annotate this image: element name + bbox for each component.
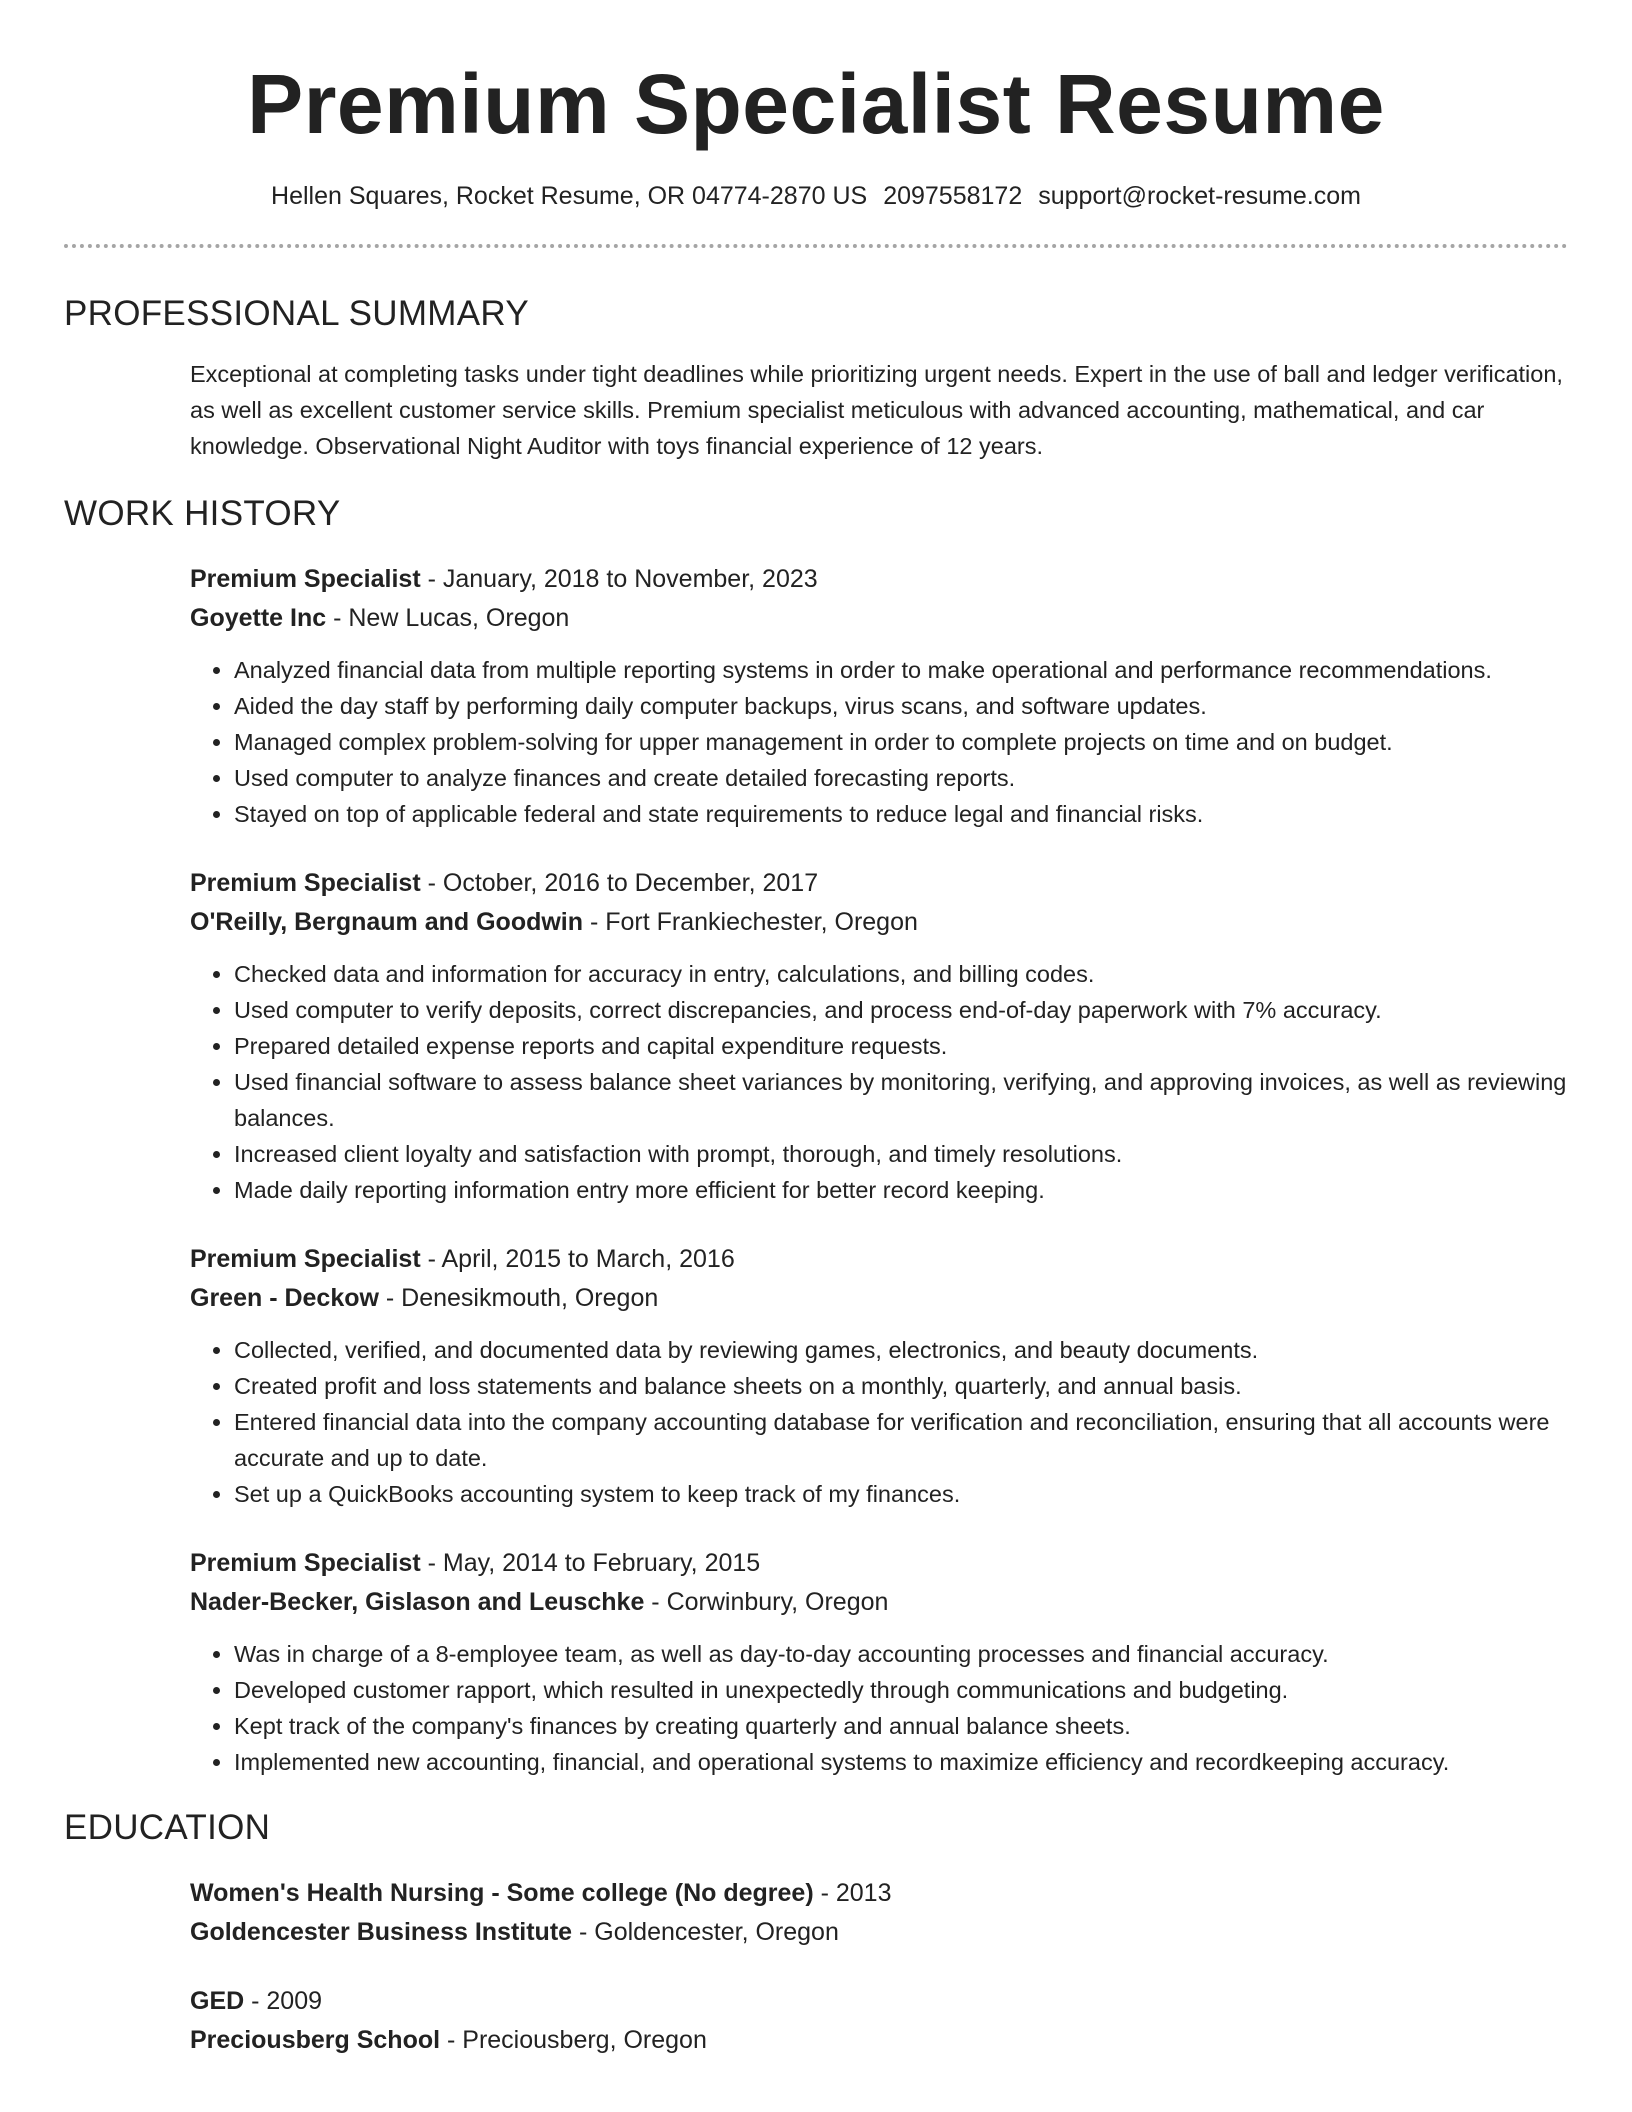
- job-bullet: • Used computer to verify deposits, correct discrepancies, and process end-of-day paperwork with 7% accuracy.: [234, 992, 1568, 1028]
- summary-text: Exceptional at completing tasks under tight deadlines while prioritizing urgent needs. Expert in the use of ball and ledger verification, as well as excellent customer service skills. Premium specialist meticulous with advanced accounting, mathematical, and car knowledge. Observational Night Auditor with toys financial experience of 12 years.: [190, 361, 1563, 459]
- job-location: - Fort Frankiechester, Oregon: [583, 908, 918, 936]
- contact-address: Hellen Squares, Rocket Resume, OR 04774-2870 US: [271, 182, 868, 210]
- job-bullets: [190, 1332, 1568, 1512]
- job-bullet: • Created profit and loss statements and balance sheets on a monthly, quarterly, and annual basis.: [234, 1368, 1568, 1404]
- job-title-line: [190, 1240, 1568, 1279]
- job-bullet: • Set up a QuickBooks accounting system to keep track of my finances.: [234, 1476, 1568, 1512]
- job-bullet: • Collected, verified, and documented data by reviewing games, electronics, and beauty documents.: [234, 1332, 1568, 1368]
- work-history-section: [64, 492, 1568, 1780]
- education-location: - Preciousberg, Oregon: [440, 2026, 707, 2054]
- job-company-line: [190, 1279, 1568, 1318]
- education-location: - Goldencester, Oregon: [572, 1918, 839, 1946]
- job-bullets: [190, 652, 1568, 832]
- job-entry: [190, 864, 1568, 1208]
- education-entry: [190, 1982, 1568, 2060]
- job-bullets: [190, 1636, 1568, 1780]
- job-location: - New Lucas, Oregon: [326, 604, 570, 632]
- education-year: - 2013: [813, 1879, 892, 1907]
- job-title-line: [190, 1544, 1568, 1583]
- job-bullet: • Implemented new accounting, financial, and operational systems to maximize efficiency and recordkeeping accuracy.: [234, 1744, 1568, 1780]
- job-bullet: • Stayed on top of applicable federal and state requirements to reduce legal and financial risks.: [234, 796, 1568, 832]
- job-bullet: • Developed customer rapport, which resulted in unexpectedly through communications and budgeting.: [234, 1672, 1568, 1708]
- work-entries: [190, 560, 1568, 1780]
- section-title-work-history: WORK HISTORY: [64, 494, 341, 533]
- job-dates: - April, 2015 to March, 2016: [420, 1245, 735, 1273]
- job-title-line: [190, 864, 1568, 903]
- education-degree: GED: [190, 1987, 245, 2015]
- resume-title: Premium Specialist Resume: [247, 57, 1385, 151]
- education-entry: [190, 1874, 1568, 1952]
- job-title-line: [190, 560, 1568, 599]
- job-bullets: [190, 956, 1568, 1208]
- education-school-line: [190, 2021, 1568, 2060]
- job-entry: [190, 1240, 1568, 1512]
- contact-email: support@rocket-resume.com: [1038, 182, 1361, 210]
- job-dates: - May, 2014 to February, 2015: [420, 1549, 761, 1577]
- job-title: Premium Specialist: [190, 869, 421, 897]
- job-bullet: • Checked data and information for accuracy in entry, calculations, and billing codes.: [234, 956, 1568, 992]
- education-entries: [190, 1874, 1568, 2060]
- job-entry: [190, 560, 1568, 832]
- education-degree-line: [190, 1874, 1568, 1913]
- job-bullet: • Was in charge of a 8-employee team, as well as day-to-day accounting processes and financial accuracy.: [234, 1636, 1568, 1672]
- job-bullet: • Used computer to analyze finances and create detailed forecasting reports.: [234, 760, 1568, 796]
- education-school: Preciousberg School: [190, 2026, 441, 2054]
- education-degree: Women's Health Nursing - Some college (No degree): [190, 1879, 814, 1907]
- job-bullet: • Managed complex problem-solving for upper management in order to complete projects on time and on budget.: [234, 724, 1568, 760]
- job-company-line: [190, 599, 1568, 638]
- job-bullet: • Increased client loyalty and satisfaction with prompt, thorough, and timely resolutions.: [234, 1136, 1568, 1172]
- job-entry: [190, 1544, 1568, 1780]
- education-school-line: [190, 1913, 1568, 1952]
- job-company: Nader-Becker, Gislason and Leuschke: [190, 1588, 645, 1616]
- job-bullet: • Kept track of the company's finances by creating quarterly and annual balance sheets.: [234, 1708, 1568, 1744]
- job-bullet: • Made daily reporting information entry more efficient for better record keeping.: [234, 1172, 1568, 1208]
- job-company-line: [190, 903, 1568, 942]
- education-degree-line: [190, 1982, 1568, 2021]
- education-section: [64, 1806, 1568, 2060]
- contact-phone: 2097558172: [883, 182, 1023, 210]
- job-company: O'Reilly, Bergnaum and Goodwin: [190, 908, 584, 936]
- header-divider: [64, 244, 1568, 248]
- education-school: Goldencester Business Institute: [190, 1918, 573, 1946]
- job-dates: - October, 2016 to December, 2017: [420, 869, 819, 897]
- job-location: - Denesikmouth, Oregon: [378, 1284, 659, 1312]
- job-title: Premium Specialist: [190, 565, 421, 593]
- section-title-education: EDUCATION: [64, 1808, 271, 1847]
- job-title: Premium Specialist: [190, 1549, 421, 1577]
- education-year: - 2009: [244, 1987, 323, 2015]
- job-company: Green - Deckow: [190, 1284, 379, 1312]
- job-bullet: • Aided the day staff by performing daily computer backups, virus scans, and software updates.: [234, 688, 1568, 724]
- job-bullet: • Analyzed financial data from multiple reporting systems in order to make operational and performance recommendations.: [234, 652, 1568, 688]
- job-dates: - January, 2018 to November, 2023: [420, 565, 818, 593]
- section-title-summary: PROFESSIONAL SUMMARY: [64, 294, 529, 333]
- job-company: Goyette Inc: [190, 604, 327, 632]
- contact-line: [64, 180, 1568, 212]
- job-bullet: • Prepared detailed expense reports and capital expenditure requests.: [234, 1028, 1568, 1064]
- job-bullet: • Used financial software to assess balance sheet variances by monitoring, verifying, and approving invoices, as well as reviewing balances.: [234, 1064, 1568, 1136]
- professional-summary-section: [64, 292, 1568, 464]
- job-location: - Corwinbury, Oregon: [644, 1588, 889, 1616]
- job-title: Premium Specialist: [190, 1245, 421, 1273]
- job-bullet: • Entered financial data into the company accounting database for verification and reconciliation, ensuring that all accounts were accurate and up to date.: [234, 1404, 1568, 1476]
- job-company-line: [190, 1583, 1568, 1622]
